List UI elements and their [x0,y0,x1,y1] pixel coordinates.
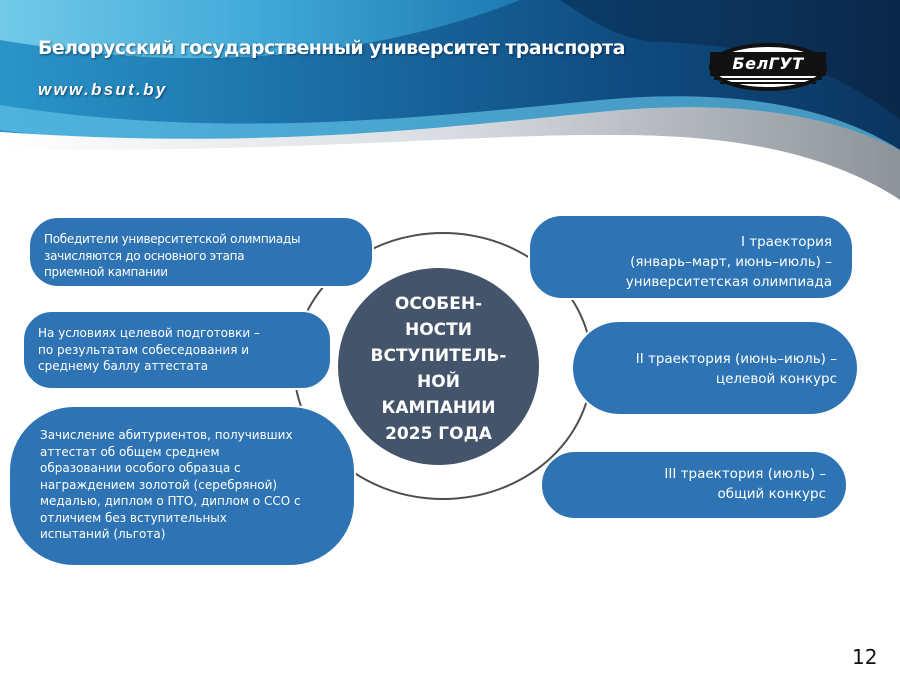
university-logo [708,42,828,92]
left-item-text: На условиях целевой подготовки – по результатам собеседования и среднему баллу аттестата [38,326,260,373]
right-item-text: II траектория (июнь–июль) – целевой конкурс [635,351,837,387]
center-circle [338,268,539,465]
header-banner [0,0,900,200]
right-item-trajectory-1 [528,214,854,300]
left-item-targeted-training [22,310,332,390]
left-item-privileged-admission [8,405,356,567]
logo-text: БелГУТ [732,54,804,73]
left-item-text: Победители университетской олимпиады зачисляются до основного этапа приемной кампании [44,232,301,279]
page-number: 12 [852,645,878,669]
university-title: Белорусский государственный университет транспорта [38,37,625,59]
right-item-trajectory-2 [571,320,859,416]
right-item-text: I траектория (январь–март, июнь–июль) – университетская олимпиада [625,234,832,290]
right-item-trajectory-3 [540,450,848,520]
left-item-olympiad [28,216,374,288]
left-item-text: Зачисление абитуриентов, получивших аттестат об общем среднем образовании особого образца с награждением золотой (серебряной) медалью, диплом о ПТО, диплом о ССО с отличием без вступительных испытаний (льгота) [40,428,301,541]
right-item-text: III траектория (июль) – общий конкурс [664,466,826,502]
website-url[interactable]: www.bsut.by [38,80,168,99]
center-label: ОСОБЕН- НОСТИ ВСТУПИТЕЛЬ- НОЙ КАМПАНИИ 2025 ГОДА [370,293,507,444]
banner-waves [0,0,900,200]
